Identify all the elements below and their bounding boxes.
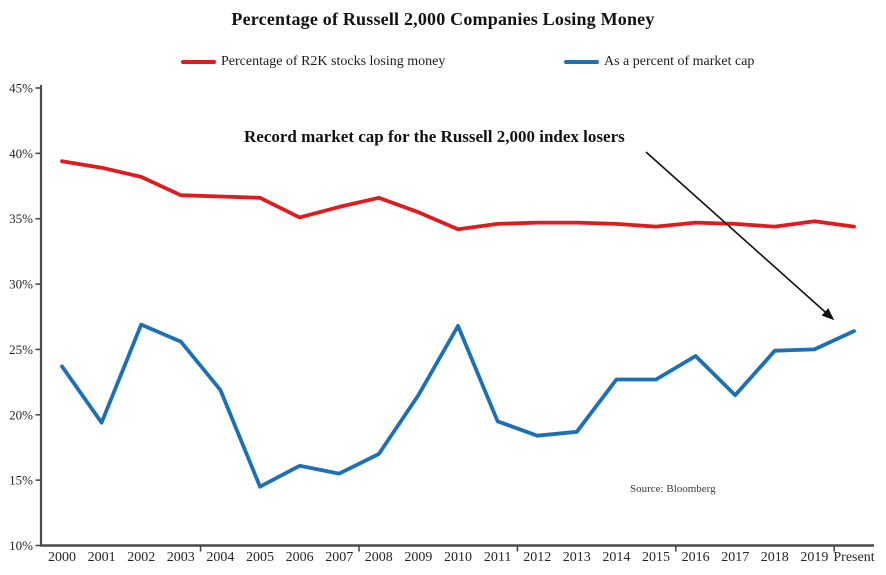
chart-title: Percentage of Russell 2,000 Companies Losing Money (231, 9, 655, 29)
x-tick-label: 2004 (206, 550, 235, 565)
x-tick-label: 2010 (444, 550, 472, 565)
y-tick-label: 40% (9, 145, 33, 161)
series-line-market-cap (62, 325, 854, 487)
legend-label-r2k-stocks: Percentage of R2K stocks losing money (221, 54, 446, 69)
x-tick-label: 2009 (404, 550, 433, 565)
x-tick-label: Present (833, 550, 875, 565)
y-tick-label: 35% (9, 211, 33, 227)
x-tick-label: 2014 (602, 550, 631, 565)
y-tick-label: 45% (9, 80, 33, 96)
annotation-arrow (646, 152, 833, 319)
x-tick-label: 2017 (721, 550, 750, 565)
y-tick-label: 10% (9, 538, 33, 553)
x-tick-label: 2003 (166, 550, 195, 565)
x-tick-label: 2007 (325, 550, 354, 565)
y-tick-label: 20% (9, 407, 33, 423)
y-tick-label: 30% (9, 276, 33, 292)
x-tick-label: 2018 (760, 550, 789, 565)
x-tick-label: 2015 (642, 550, 670, 565)
x-tick-label: 2012 (523, 550, 552, 565)
series-line-r2k-stocks (62, 161, 854, 229)
source-label: Source: Bloomberg (630, 483, 716, 495)
x-tick-label: 2013 (562, 550, 591, 565)
x-tick-label: 2019 (800, 550, 829, 565)
y-tick-label: 25% (9, 341, 33, 357)
y-tick-label: 15% (9, 472, 33, 488)
x-tick-label: 2011 (483, 550, 512, 565)
legend-label-market-cap: As a percent of market cap (604, 54, 755, 69)
x-tick-label: 2005 (246, 550, 274, 565)
annotation-text: Record market cap for the Russell 2,000 index losers (244, 127, 625, 146)
x-tick-label: 2006 (285, 550, 314, 565)
x-tick-label: 2000 (48, 550, 76, 565)
x-tick-label: 2002 (127, 550, 156, 565)
x-tick-label: 2008 (364, 550, 393, 565)
x-tick-label: 2001 (87, 550, 116, 565)
x-tick-label: 2016 (681, 550, 710, 565)
